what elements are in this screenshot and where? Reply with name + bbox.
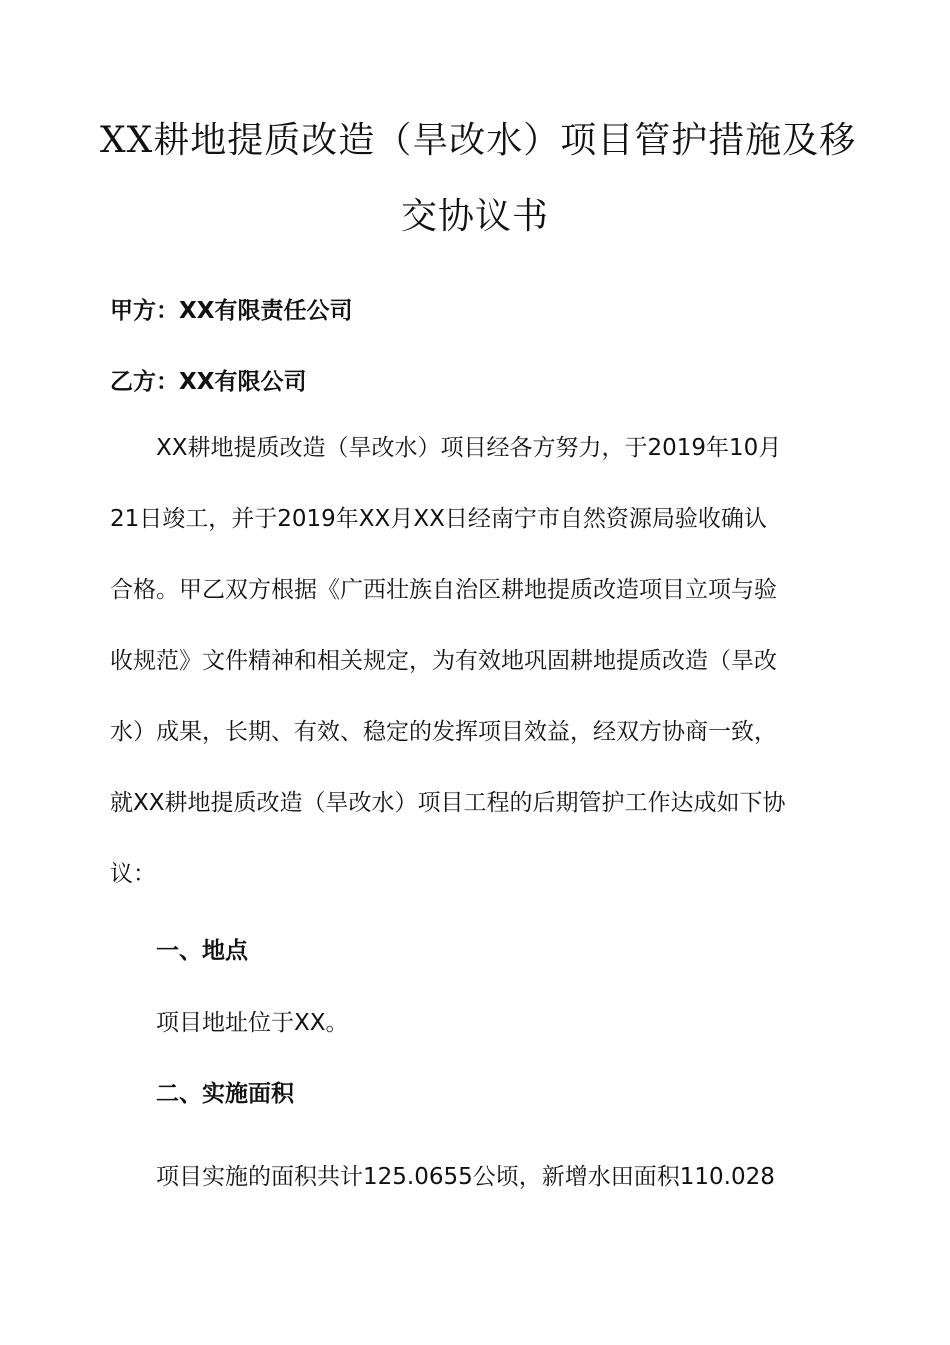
party-a: 甲方：XX有限责任公司 bbox=[110, 298, 353, 324]
intro-line: 就XX耕地提质改造（旱改水）项目工程的后期管护工作达成如下协 bbox=[110, 790, 786, 816]
intro-line: XX耕地提质改造（旱改水）项目经各方努力，于2019年10月 bbox=[156, 435, 782, 461]
section-text-location: 项目地址位于XX。 bbox=[156, 1010, 349, 1036]
party-b: 乙方：XX有限公司 bbox=[110, 369, 307, 395]
section-heading-area: 二、实施面积 bbox=[156, 1081, 294, 1107]
intro-line: 合格。甲乙双方根据《广西壮族自治区耕地提质改造项目立项与验 bbox=[110, 577, 777, 603]
intro-line: 水）成果，长期、有效、稳定的发挥项目效益，经双方协商一致， bbox=[110, 719, 777, 745]
intro-line: 收规范》文件精神和相关规定，为有效地巩固耕地提质改造（旱改 bbox=[110, 648, 777, 674]
intro-line: 议： bbox=[110, 861, 156, 887]
section-text-area: 项目实施的面积共计125.0655公顷，新增水田面积110.028 bbox=[156, 1164, 775, 1190]
section-heading-location: 一、地点 bbox=[156, 938, 248, 964]
intro-line: 21日竣工，并于2019年XX月XX日经南宁市自然资源局验收确认 bbox=[110, 506, 767, 532]
document-title-line-1: XX耕地提质改造（旱改水）项目管护措施及移 bbox=[100, 120, 857, 161]
intro-paragraph bbox=[110, 413, 850, 910]
document-title-line-2: 交协议书 bbox=[400, 196, 549, 237]
